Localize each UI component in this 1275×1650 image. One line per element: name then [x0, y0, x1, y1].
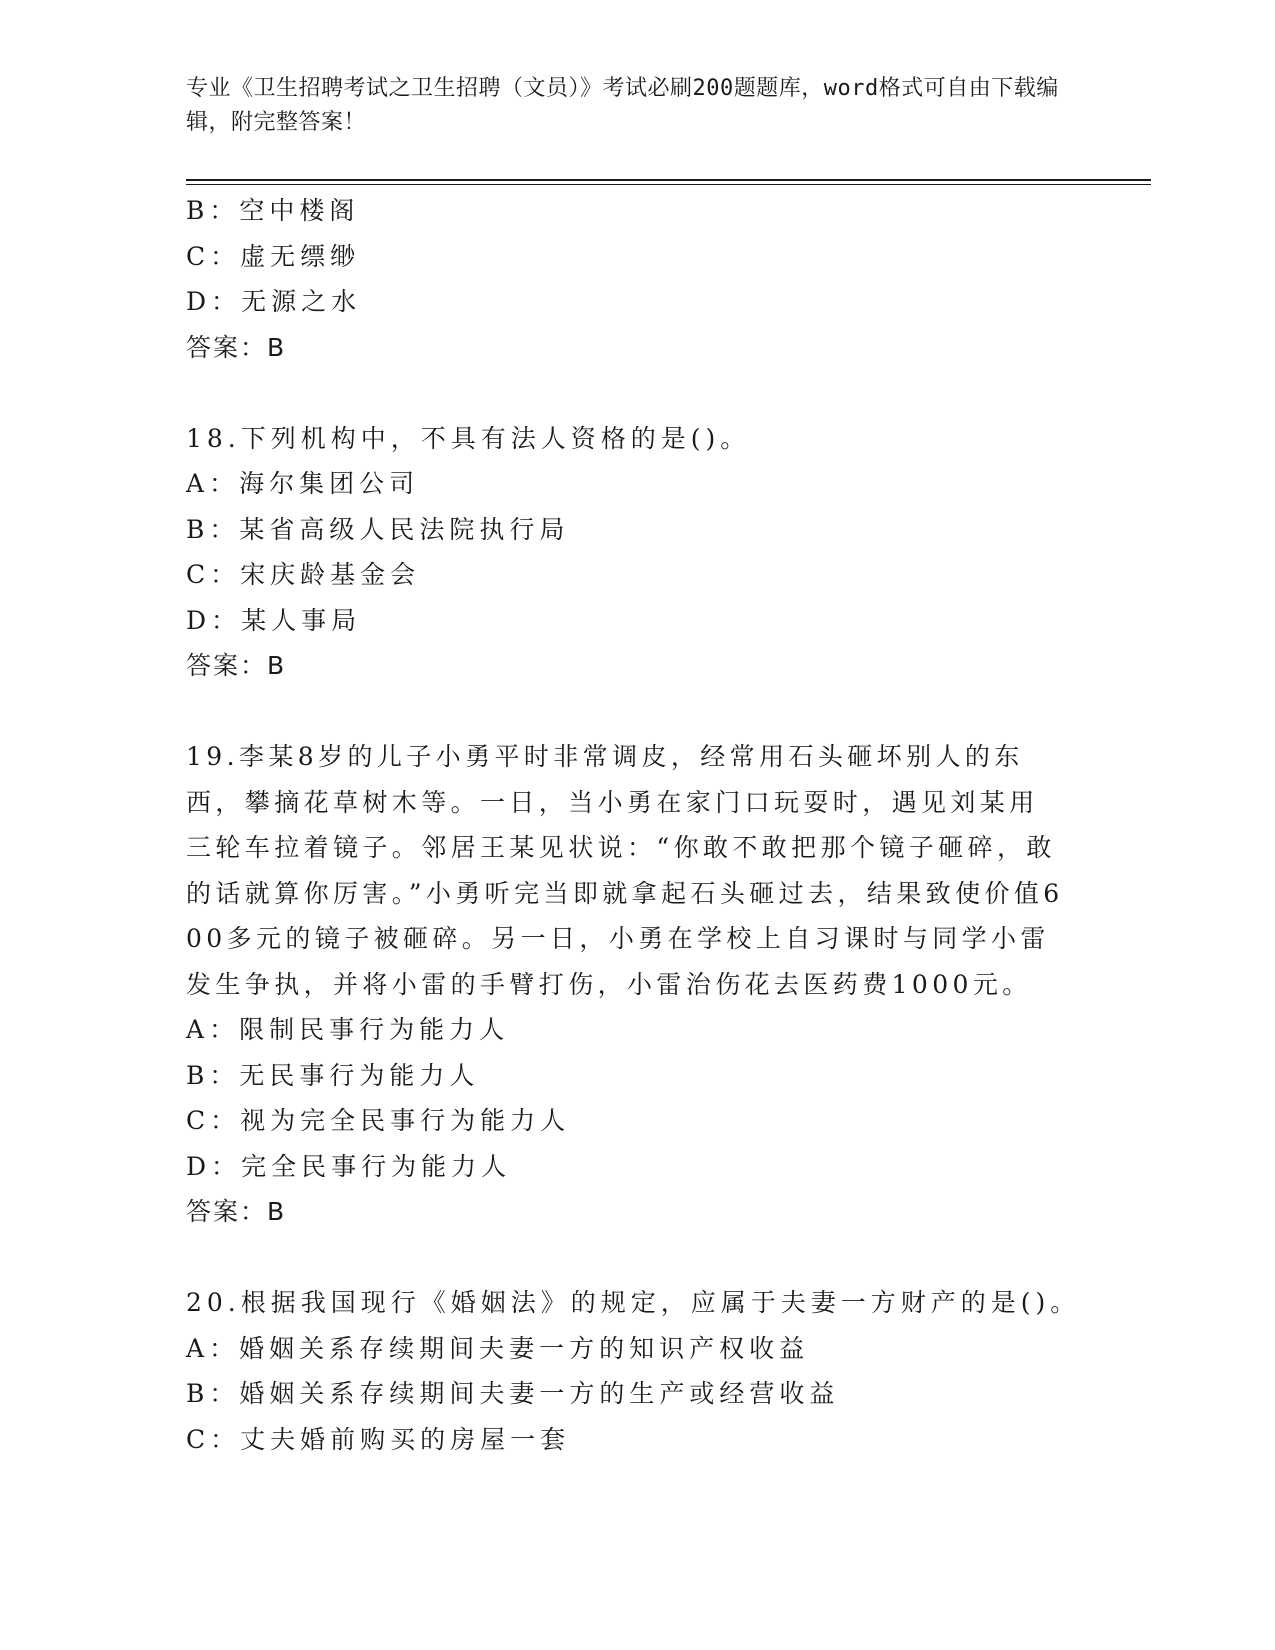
option-letter: D: [186, 287, 212, 316]
option-text: 虚无缥缈: [240, 241, 361, 271]
option-letter: B: [186, 1060, 210, 1090]
option-b: B：某省高级人民法院执行局: [186, 514, 570, 544]
option-letter: C: [186, 560, 211, 589]
question-18: [186, 416, 1066, 689]
option-text: 宋庆龄基金会: [240, 560, 421, 589]
option-letter: C: [186, 1424, 211, 1454]
option-letter: C: [186, 1106, 211, 1135]
option-b: B：无民事行为能力人: [186, 1060, 480, 1090]
option-letter: B: [186, 514, 210, 544]
question-20: [186, 1280, 1081, 1462]
option-text: 婚姻关系存续期间夫妻一方的生产或经营收益: [239, 1379, 840, 1408]
option-a: A：海尔集团公司: [186, 469, 420, 498]
option-b: B：婚姻关系存续期间夫妻一方的生产或经营收益: [186, 1379, 840, 1408]
option-letter: B: [186, 196, 210, 225]
option-text: 视为完全民事行为能力人: [240, 1106, 571, 1135]
option-text: 某省高级人民法院执行局: [239, 514, 570, 544]
question-text: 19.李某8岁的儿子小勇平时非常调皮，经常用石头砸坏别人的东西，攀摘花草树木等。一日，当小勇在家门口玩耍时，遇见刘某用三轮车拉着镜子。邻居王某见状说：“你敢不敢把那个镜子砸碎，敢的话就算你厉害。”小勇听完当即就拿起石头砸过去，结果致使价值600多元的镜子被砸碎。另一日，小勇在学校上自习课时与同学小雷发生争执，并将小雷的手臂打伤，小雷治伤花去医药费1000元。: [186, 742, 1064, 999]
option-text: 限制民事行为能力人: [239, 1015, 510, 1044]
option-text: 无民事行为能力人: [239, 1060, 480, 1090]
document-header: 专业《卫生招聘考试之卫生招聘（文员）》考试必刷200题题库，word格式可自由下载编辑，附完整答案！: [186, 76, 1059, 135]
option-text: 海尔集团公司: [239, 469, 420, 498]
option-letter: A: [186, 1333, 210, 1363]
option-text: 婚姻关系存续期间夫妻一方的知识产权收益: [239, 1333, 810, 1363]
question-17: [186, 188, 1066, 370]
option-c: C：视为完全民事行为能力人: [186, 1106, 571, 1135]
option-c: C：宋庆龄基金会: [186, 560, 421, 589]
option-letter: D: [186, 605, 212, 635]
option-c: C：虚无缥缈: [186, 241, 361, 271]
question-19: [186, 734, 1066, 1235]
option-a: A：婚姻关系存续期间夫妻一方的知识产权收益: [186, 1333, 810, 1363]
option-text: 某人事局: [241, 605, 362, 635]
question-text: 20.根据我国现行《婚姻法》的规定，应属于夫妻一方财产的是()。: [186, 1288, 1081, 1317]
question-text: 18.下列机构中，不具有法人资格的是()。: [186, 423, 751, 453]
header-rule-thin: [186, 184, 1151, 185]
option-a: A：限制民事行为能力人: [186, 1015, 510, 1044]
option-text: 空中楼阁: [239, 196, 360, 225]
option-letter: A: [186, 1015, 210, 1044]
option-text: 无源之水: [241, 287, 362, 316]
option-letter: A: [186, 469, 210, 498]
spacer: [186, 370, 1066, 416]
option-b: B：空中楼阁: [186, 196, 360, 225]
spacer: [186, 689, 1066, 735]
option-c: C：丈夫婚前购买的房屋一套: [186, 1424, 571, 1454]
document-body: [186, 188, 1081, 1462]
answer-line: 答案：B: [186, 332, 287, 362]
answer-line: 答案：B: [186, 1197, 287, 1226]
option-d: D：某人事局: [186, 605, 362, 635]
answer-line: 答案：B: [186, 651, 287, 680]
option-text: 完全民事行为能力人: [241, 1151, 512, 1181]
option-letter: D: [186, 1151, 212, 1181]
option-d: D：无源之水: [186, 287, 362, 316]
option-text: 丈夫婚前购买的房屋一套: [240, 1424, 571, 1454]
header-rule-thick: [186, 179, 1151, 181]
option-letter: B: [186, 1379, 210, 1408]
option-d: D：完全民事行为能力人: [186, 1151, 512, 1181]
option-letter: C: [186, 241, 211, 271]
spacer: [186, 1235, 1066, 1281]
